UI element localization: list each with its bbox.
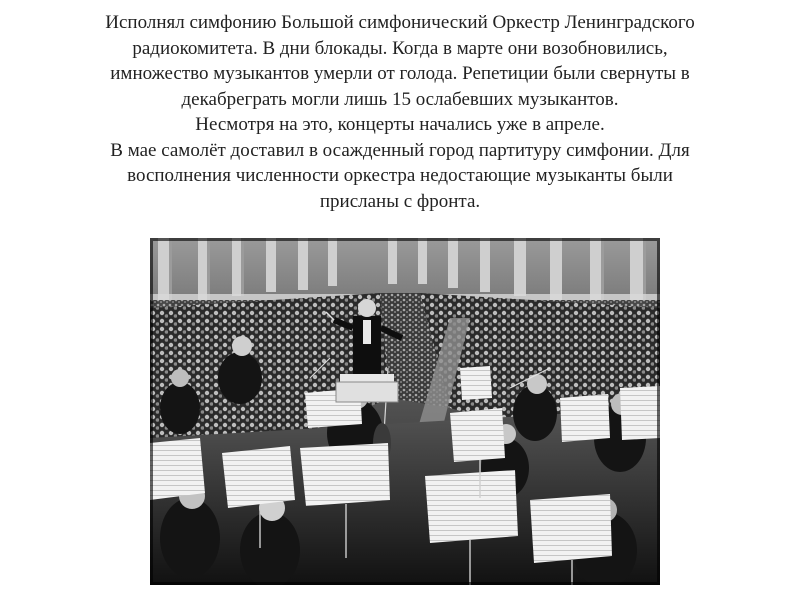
text-line-4: декабреграть могли лишь 15 ослабевших музыкантов. xyxy=(181,88,619,110)
text-line-3: имножество музыкантов умерли от голода. Репетиции были свернуты в xyxy=(110,63,690,84)
slide-text xyxy=(30,10,770,214)
text-line-5: Несмотря на это, концерты начались уже в апреле. xyxy=(195,114,605,135)
text-line-7: восполнения численности оркестра недостающие музыканты были xyxy=(127,165,673,186)
text-line-6: В мае самолёт доставил в осажденный город партитуру симфонии. Для xyxy=(110,139,690,161)
text-line-2: радиокомитета. В дни блокады. Когда в марте они возобновились, xyxy=(132,37,668,59)
text-line-8: присланы с фронта. xyxy=(319,190,481,212)
orchestra-photo-illustration xyxy=(150,238,660,585)
orchestra-photo xyxy=(150,238,660,585)
text-line-1: Исполнял симфонию Большой симфонический Оркестр Ленинградского xyxy=(105,12,695,33)
